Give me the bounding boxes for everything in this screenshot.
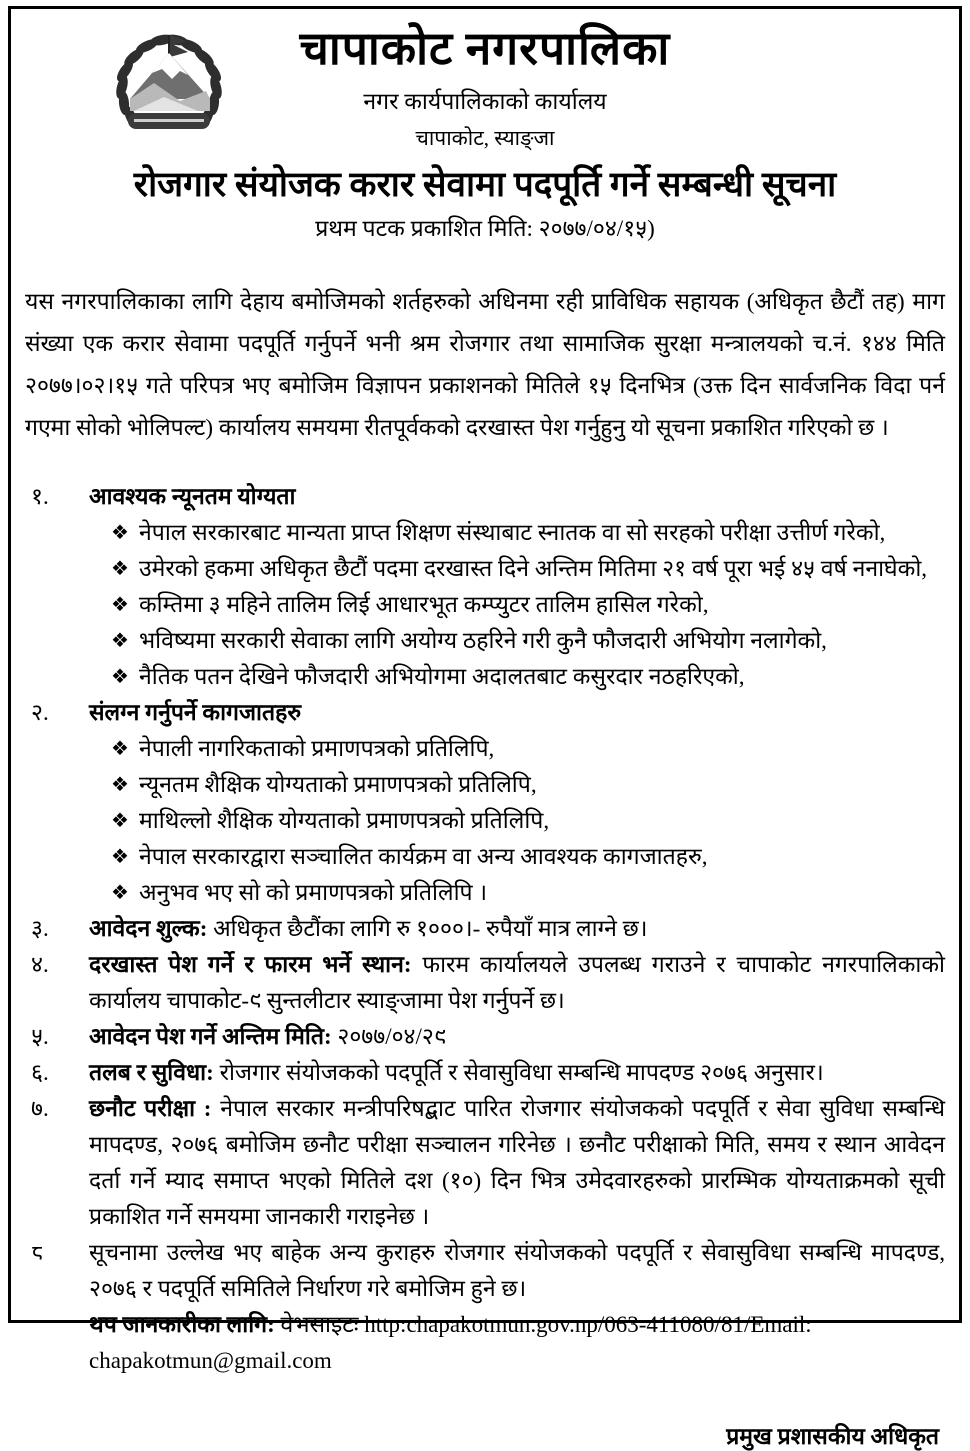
item-label: संलग्न गर्नुपर्ने कागजातहरु xyxy=(89,700,302,725)
notice-page xyxy=(8,6,962,1449)
bullet-text: अनुभव भए सो को प्रमाणपत्रको प्रतिलिपि । xyxy=(139,880,488,905)
bullet-text: उमेरको हकमा अधिकृत छैटौं पदमा दरखास्त दिने अन्तिम मितिमा २१ वर्ष पूरा भई ४५ वर्ष ननाघेको, xyxy=(139,556,928,581)
list-item xyxy=(111,839,945,875)
item-number: २. xyxy=(31,700,49,725)
page-title-org-name: चापाकोट नगरपालिका xyxy=(299,23,671,74)
more-info-label: थप जानकारीका लागि: xyxy=(89,1312,275,1337)
signature-title: प्रमुख प्रशासकीय अधिकृत xyxy=(726,1424,939,1449)
bullet-text: न्यूनतम शैक्षिक योग्यताको प्रमाणपत्रको प्रतिलिपि, xyxy=(139,772,537,797)
item-text: सूचनामा उल्लेख भए बाहेक अन्य कुराहरु रोजगार संयोजकको पदपूर्ति र सेवासुविधा सम्बन्धि मापदण्ड, २०७६ र पदपूर्ति समितिले निर्धारण गरे बमोजिम हुने छ। xyxy=(89,1240,945,1301)
item-text: रोजगार संयोजकको पदपूर्ति र सेवासुविधा सम्बन्धि मापदण्ड २०७६ अनुसार। xyxy=(219,1060,824,1085)
contact-info-row xyxy=(19,1307,951,1379)
item-text: फारम कार्यालयले उपलब्ध गराउने र चापाकोट नगरपालिकाको कार्यालय चापाकोट-९ सुन्तलीटार स्याङ्जामा पेश गर्नुपर्ने छ। xyxy=(89,952,946,1013)
list-item-selection-exam xyxy=(19,1091,951,1235)
item-number: ८ xyxy=(31,1240,43,1265)
list-item-salary xyxy=(19,1055,951,1091)
diamond-bullet-icon: ❖ xyxy=(111,558,129,580)
item-text: २०७७/०४/२९ xyxy=(337,1024,446,1049)
diamond-bullet-icon: ❖ xyxy=(111,846,129,868)
list-item xyxy=(111,731,945,767)
list-item xyxy=(111,803,945,839)
item-number: ४. xyxy=(31,952,49,977)
list-item-deadline xyxy=(19,1019,951,1055)
item-number: ५. xyxy=(31,1024,49,1049)
item-label: तलब र सुविधा: xyxy=(89,1060,214,1085)
item-number: १. xyxy=(31,484,49,509)
item-text: अधिकृत छैटौंका लागि रु १०००।- रुपैयाँ मात्र लाग्ने छ। xyxy=(213,916,648,941)
diamond-bullet-icon: ❖ xyxy=(111,738,129,760)
notice-title: रोजगार संयोजक करार सेवामा पदपूर्ति गर्ने सम्बन्धी सूचना xyxy=(133,165,837,204)
list-item-fee xyxy=(19,911,951,947)
list-item xyxy=(111,767,945,803)
diamond-bullet-icon: ❖ xyxy=(111,882,129,904)
municipality-emblem-logo xyxy=(94,27,244,145)
website-email-link[interactable]: वेभसाइटः http:chapakotmun.gov.np/063-411080/81/Email: chapakotmun@gmail.com xyxy=(89,1312,812,1373)
bullet-text: नेपाली नागरिकताको प्रमाणपत्रको प्रतिलिपि, xyxy=(139,736,495,761)
bullet-text: भविष्यमा सरकारी सेवाका लागि अयोग्य ठहरिने गरी कुनै फौजदारी अभियोग नलागेको, xyxy=(139,628,827,653)
item-label: आवेदन पेश गर्ने अन्तिम मिति: xyxy=(89,1024,332,1049)
diamond-bullet-icon: ❖ xyxy=(111,666,129,688)
item-number-spacer xyxy=(19,1307,89,1379)
item-number: ६. xyxy=(31,1060,49,1085)
list-item xyxy=(111,551,945,587)
item-label: छनौट परीक्षा : xyxy=(89,1096,212,1121)
diamond-bullet-icon: ❖ xyxy=(111,594,129,616)
bullet-text: माथिल्लो शैक्षिक योग्यताको प्रमाणपत्रको प्रतिलिपि, xyxy=(139,808,550,833)
office-subtitle: नगर कार्यपालिकाको कार्यालय xyxy=(363,89,607,114)
diamond-bullet-icon: ❖ xyxy=(111,810,129,832)
item-text: नेपाल सरकार मन्त्रीपरिषद्बाट पारित रोजगार संयोजकको पदपूर्ति र सेवा सुविधा सम्बन्धि मापदण्ड, २०७६ बमोजिम छनौट परीक्षा सञ्चालन गरिनेछ । छनौट परीक्षाको मिति, समय र स्थान आवेदन दर्ता गर्ने म्याद समाप्त भएको मितिले दश (१०) दिन भित्र उमेदवारहरुको प्रारम्भिक योग्यताक्रमको सूची प्रकाशित गर्ने समयमा जानकारी गराइनेछ । xyxy=(89,1096,946,1229)
qualification-bullets xyxy=(89,515,945,695)
notice-header xyxy=(19,23,951,243)
item-label: आवश्यक न्यूनतम योग्यता xyxy=(89,484,296,509)
published-date-line: प्रथम पटक प्रकाशित मिति: २०७७/०४/१५) xyxy=(315,216,655,241)
item-number: ३. xyxy=(31,916,49,941)
bullet-text: नेपाल सरकारद्वारा सञ्चालित कार्यक्रम वा अन्य आवश्यक कागजातहरु, xyxy=(139,844,708,869)
diamond-bullet-icon: ❖ xyxy=(111,630,129,652)
bullet-text: नैतिक पतन देखिने फौजदारी अभियोगमा अदालतबाट कसुरदार नठहरिएको, xyxy=(139,664,745,689)
item-label: आवेदन शुल्क: xyxy=(89,916,208,941)
list-item-other-matters xyxy=(19,1235,951,1307)
list-item xyxy=(111,875,945,911)
list-item-documents xyxy=(19,695,951,911)
intro-paragraph: यस नगरपालिकाका लागि देहाय बमोजिमको शर्तहरुको अधिनमा रही प्राविधिक सहायक (अधिकृत छैटौं तह) माग संख्या एक करार सेवामा पदपूर्ति गर्नुपर्ने भनी श्रम रोजगार तथा सामाजिक सुरक्षा मन्त्रालयको च.नं. १४४ मिति २०७७।०२।१५ गते परिपत्र भए बमोजिम विज्ञापन प्रकाशनको मितिले १५ दिनभित्र (उक्त दिन सार्वजनिक विदा पर्न गएमा सोको भोलिपल्ट) कार्यालय समयमा रीतपूर्वकको दरखास्त पेश गर्नुहुनु यो सूचना प्रकाशित गरिएको छ । xyxy=(25,289,945,440)
mountain-icon xyxy=(130,53,210,111)
item-number: ७. xyxy=(31,1096,49,1121)
address-line: चापाकोट, स्याङ्जा xyxy=(415,126,555,150)
notice-item-list xyxy=(19,479,951,1379)
diamond-bullet-icon: ❖ xyxy=(111,774,129,796)
list-item xyxy=(111,659,945,695)
item-label: दरखास्त पेश गर्ने र फारम भर्ने स्थान: xyxy=(89,952,412,977)
diamond-bullet-icon: ❖ xyxy=(111,522,129,544)
list-item xyxy=(111,515,945,551)
list-item xyxy=(111,587,945,623)
list-item-submission-place xyxy=(19,947,951,1019)
bullet-text: नेपाल सरकारबाट मान्यता प्राप्त शिक्षण संस्थाबाट स्नातक वा सो सरहको परीक्षा उत्तीर्ण गरेको, xyxy=(139,520,886,545)
document-bullets xyxy=(89,731,945,911)
list-item-qualifications xyxy=(19,479,951,695)
banner-ribbon-icon xyxy=(128,113,210,129)
list-item xyxy=(111,623,945,659)
bullet-text: कम्तिमा ३ महिने तालिम लिई आधारभूत कम्प्युटर तालिम हासिल गरेको, xyxy=(139,592,709,617)
